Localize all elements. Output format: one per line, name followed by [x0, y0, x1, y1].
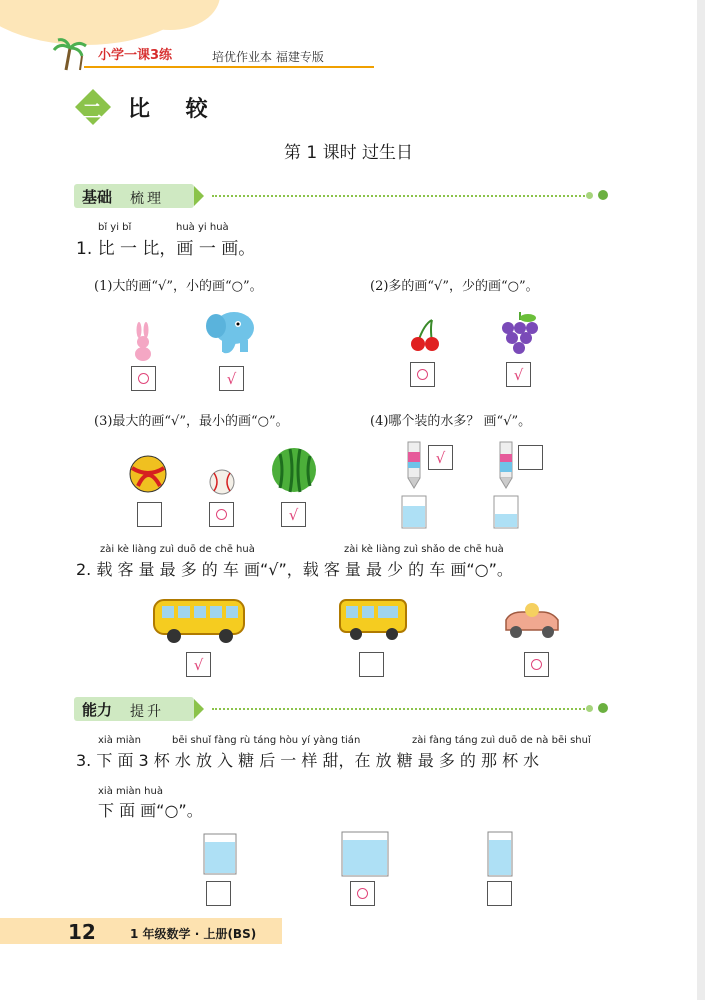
question-1: 1. 比 一 比，画 一 画。 — [76, 239, 256, 259]
pinyin: bǐ yi bǐ — [98, 222, 132, 233]
answer-box[interactable] — [524, 652, 549, 677]
pinyin: zài fàng táng zuì duō de nà bēi shuǐ — [412, 735, 591, 746]
check-mark: √ — [435, 448, 446, 467]
header-subtitle: 培优作业本 福建专版 — [212, 50, 324, 64]
glass-image — [486, 830, 514, 878]
car-image — [500, 600, 564, 642]
check-mark: √ — [193, 655, 204, 674]
section-label-bold: 基础 — [82, 188, 113, 206]
check-mark: √ — [226, 369, 237, 388]
page-number: 12 — [68, 920, 96, 944]
answer-box[interactable] — [410, 362, 435, 387]
chapter-number: 二 — [82, 99, 102, 123]
dot-icon — [598, 703, 608, 713]
book-title: 1 年级数学 · 上册(BS) — [130, 927, 257, 941]
answer-box[interactable] — [518, 445, 543, 470]
brand-logo: 小学一课3练 — [98, 48, 173, 63]
baseball-image — [208, 468, 236, 496]
sub-question-3: (3)最大的画“√”，最小的画“○”。 — [94, 414, 289, 429]
sub-question-1: (1)大的画“√”，小的画“○”。 — [94, 279, 263, 294]
chapter-title: 比 较 — [128, 97, 222, 122]
section-advanced-bar — [74, 697, 620, 721]
bus-image — [152, 596, 248, 644]
question-3-line2: 下 面 画“○”。 — [98, 801, 203, 820]
answer-box[interactable] — [209, 502, 234, 527]
sub-question-4: (4)哪个装的水多？ 画“√”。 — [370, 414, 532, 429]
answer-box[interactable] — [206, 881, 231, 906]
sub-question-2: (2)多的画“√”，少的画“○”。 — [370, 279, 539, 294]
check-mark: √ — [288, 505, 299, 524]
answer-box[interactable] — [350, 881, 375, 906]
header-underline — [84, 66, 374, 68]
circle-mark-icon — [357, 888, 368, 899]
section-basic-bar — [74, 184, 620, 208]
rabbit-image — [130, 322, 156, 362]
arrow-icon — [194, 186, 204, 206]
pinyin: zài kè liàng zuì duō de chē huà — [100, 544, 255, 555]
glass-image — [202, 832, 238, 876]
check-mark: √ — [513, 365, 524, 384]
circle-mark-icon — [216, 509, 227, 520]
dot-icon — [586, 192, 593, 199]
answer-box[interactable] — [428, 445, 453, 470]
answer-box[interactable] — [219, 366, 244, 391]
answer-box[interactable] — [186, 652, 211, 677]
section-label-bold: 能力 — [82, 701, 113, 719]
question-3: 3. 下 面 3 杯 水 放 入 糖 后 一 样 甜，在 放 糖 最 多 的 那 杯 水 — [76, 751, 540, 770]
volleyball-image — [128, 454, 168, 494]
water-bottle-image — [400, 440, 430, 530]
lesson-title: 第 1 课时 过生日 — [283, 143, 414, 163]
dotted-divider — [212, 708, 592, 710]
answer-box[interactable] — [359, 652, 384, 677]
cherries-image — [406, 318, 442, 354]
answer-box[interactable] — [487, 881, 512, 906]
arrow-icon — [194, 699, 204, 719]
pinyin: xià miàn huà — [98, 786, 163, 797]
circle-mark-icon — [417, 369, 428, 380]
pinyin: huà yi huà — [176, 222, 229, 233]
question-2: 2. 载 客 量 最 多 的 车 画“√”，载 客 量 最 少 的 车 画“○”。 — [76, 560, 513, 579]
answer-box[interactable] — [131, 366, 156, 391]
section-label: 提升 — [130, 704, 164, 720]
answer-box[interactable] — [506, 362, 531, 387]
grapes-image — [498, 310, 542, 356]
glass-image — [340, 830, 390, 878]
dotted-divider — [212, 195, 592, 197]
answer-box[interactable] — [137, 502, 162, 527]
pinyin: xià miàn — [98, 735, 141, 746]
pinyin: bēi shuǐ fàng rù táng hòu yí yàng tián — [172, 735, 361, 746]
answer-box[interactable] — [281, 502, 306, 527]
circle-mark-icon — [531, 659, 542, 670]
minibus-image — [338, 596, 410, 642]
elephant-image — [204, 306, 260, 356]
pinyin: zài kè liàng zuì shǎo de chē huà — [344, 544, 504, 555]
section-label: 梳理 — [130, 191, 164, 207]
circle-mark-icon — [138, 373, 149, 384]
watermelon-image — [270, 444, 318, 494]
dot-icon — [586, 705, 593, 712]
dot-icon — [598, 190, 608, 200]
